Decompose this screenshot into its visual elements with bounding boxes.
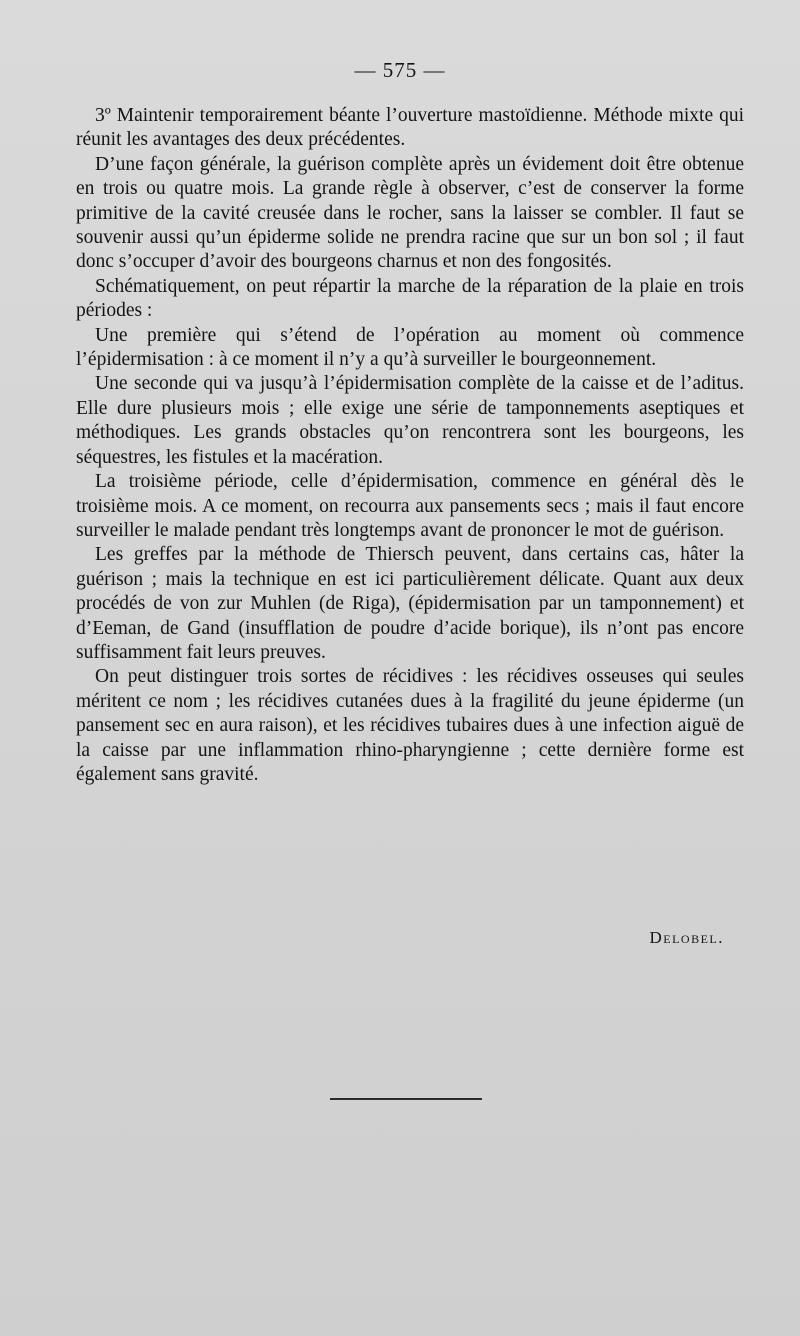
article-body bbox=[76, 104, 744, 787]
paragraph: 3º Maintenir temporairement béante l’ouverture mastoïdienne. Méthode mixte qui réunit les avantages des deux précédentes. bbox=[76, 105, 744, 151]
page-number: — 575 — bbox=[354, 58, 446, 82]
paragraph: Une seconde qui va jusqu’à l’épidermisation complète de la caisse et de l’aditus. Elle dure plusieurs mois ; elle exige une série de tamponnements aseptiques et méthodiques. Les grands obstacles qu’on rencontrera sont les bourgeons, les séquestres, les fistules et la macération. bbox=[76, 373, 744, 468]
section-divider bbox=[330, 1098, 482, 1100]
paragraph: On peut distinguer trois sortes de récidives : les récidives osseuses qui seules méritent ce nom ; les récidives cutanées dues à la fragilité du jeune épiderme (un pansement sec en aura raison), et les récidives tubaires dues à une infection aiguë de la caisse par une inflammation rhino-pharyngienne ; cette dernière forme est également sans gravité. bbox=[76, 666, 744, 785]
author-signature: Delobel. bbox=[649, 928, 724, 947]
paragraph: D’une façon générale, la guérison complète après un évidement doit être obtenue en trois ou quatre mois. La grande règle à observer, c’est de conserver la forme primitive de la cavité creusée dans le rocher, sans la laisser se combler. Il faut se souvenir aussi qu’un épiderme solide ne prendra racine que sur un bon sol ; il faut donc s’occuper d’avoir des bourgeons charnus et non des fongosités. bbox=[76, 153, 744, 273]
paragraph: Schématiquement, on peut répartir la marche de la réparation de la plaie en trois périodes : bbox=[76, 275, 744, 322]
paragraph: La troisième période, celle d’épidermisation, commence en général dès le troisième mois. A ce moment, on recourra aux pansements secs ; mais il faut encore surveiller le malade pendant très longtemps avant de prononcer le mot de guérison. bbox=[76, 471, 744, 541]
paragraph: Une première qui s’étend de l’opération au moment où commence l’épidermisation : à ce moment il n’y a qu’à surveiller le bourgeonnement. bbox=[76, 324, 744, 371]
paragraph: Les greffes par la méthode de Thiersch peuvent, dans certains cas, hâter la guérison ; mais la technique en est ici particulièrement délicate. Quant aux deux procédés de von zur Muhlen (de Riga), (épidermisation par un tamponnement) et d’Eeman, de Gand (insufflation de poudre d’acide borique), ils n’ont pas encore suffisamment fait leurs preuves. bbox=[76, 544, 744, 663]
